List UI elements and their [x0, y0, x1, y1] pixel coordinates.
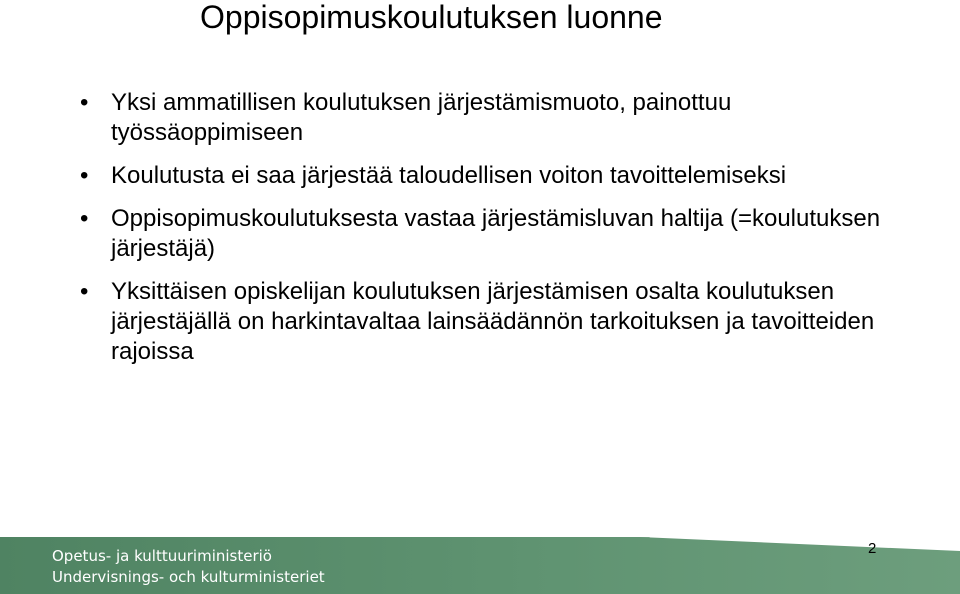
footer-band: [0, 537, 960, 594]
bullet-text: Oppisopimuskoulutuksesta vastaa järjestämisluvan haltija (=koulutuksen järjestäjä): [111, 205, 881, 262]
bullet-text: Yksi ammatillisen koulutuksen järjestämismuoto, painottuu työssäoppimiseen: [111, 89, 732, 146]
bullet-dot-icon: •: [80, 89, 89, 116]
bullet-text: Koulutusta ei saa järjestää taloudellisen voiton tavoittelemiseksi: [111, 162, 787, 189]
bullet-item: [80, 161, 910, 191]
bullet-list: [80, 88, 910, 380]
bullet-text: Yksittäisen opiskelijan koulutuksen järjestämisen osalta koulutuksen järjestäjällä on harkintavaltaa lainsäädännön tarkoituksen ja tavoitteiden rajoissa: [111, 278, 875, 365]
ministry-name-finnish: Opetus- ja kulttuuriministeriö: [52, 547, 272, 565]
bullet-item: [80, 88, 910, 148]
ministry-name-swedish: Undervisnings- och kulturministeriet: [52, 568, 325, 586]
page-number: 2: [868, 540, 877, 557]
bullet-dot-icon: •: [80, 162, 89, 189]
bullet-item: [80, 277, 910, 367]
slide-title: Oppisopimuskoulutuksen luonne: [200, 0, 663, 35]
bullet-dot-icon: •: [80, 278, 89, 305]
bullet-dot-icon: •: [80, 205, 89, 232]
bullet-item: [80, 204, 910, 264]
